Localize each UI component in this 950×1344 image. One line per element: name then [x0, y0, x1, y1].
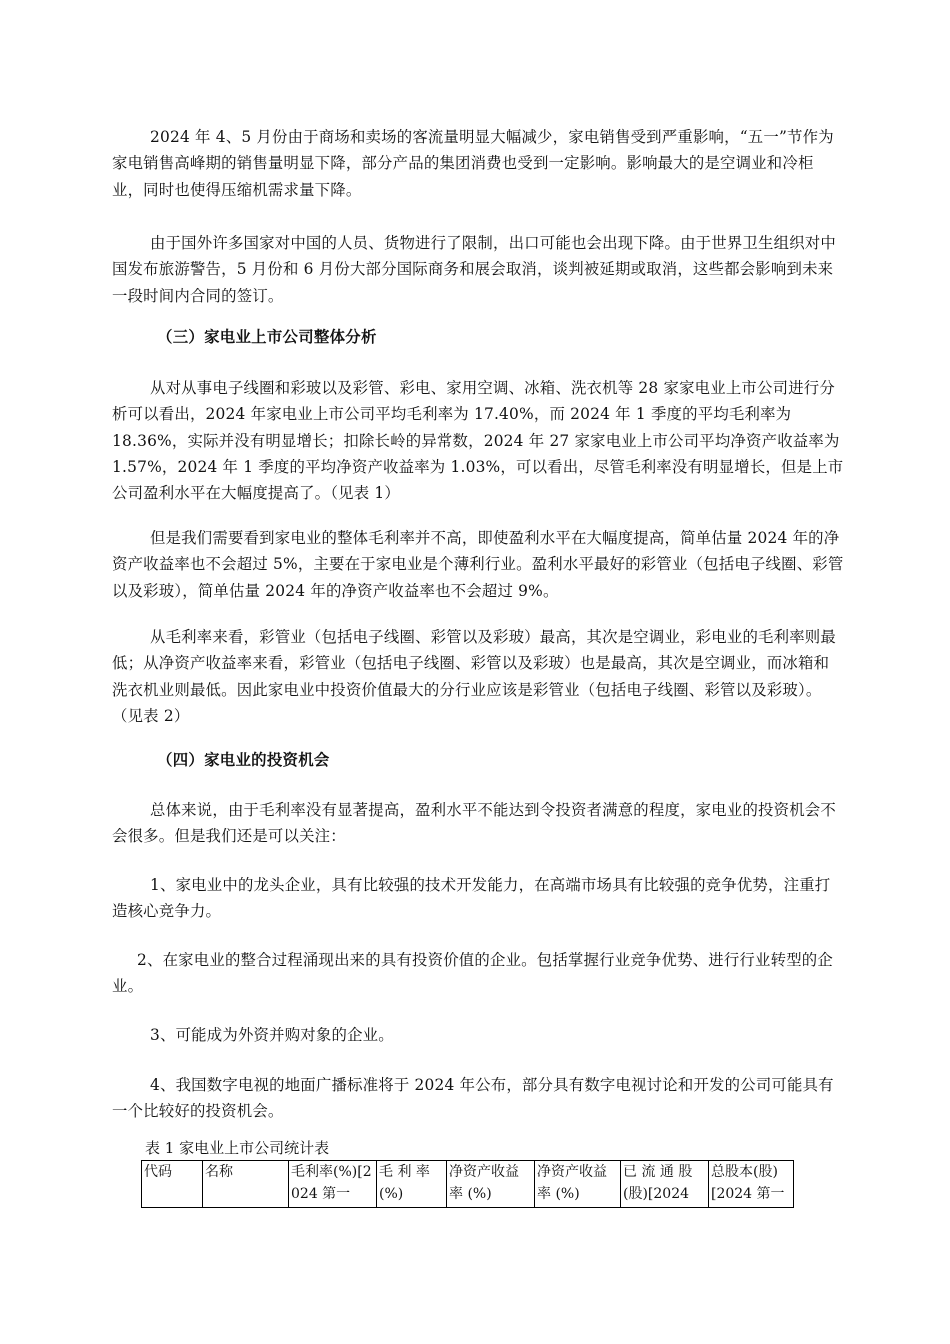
header-roe-2: 净资产收益率 (%) [535, 1161, 621, 1208]
paragraph-export-impact: 由于国外许多国家对中国的人员、货物进行了限制，出口可能也会出现下降。由于世界卫生组织对中国发布旅游警告，5 月份和 6 月份大部分国际商务和展会取消，谈判被延期或取消，这些都会影响到未来一段时间内合同的签订。 [112, 234, 836, 305]
header-float-shares: 已 流 通 股(股)[2024 [621, 1161, 709, 1208]
paragraph-sales-impact: 2024 年 4、5 月份由于商场和卖场的客流量明显大幅减少，家电销售受到严重影响，“五一”节作为家电销售高峰期的销售量明显下降，部分产品的集团消费也受到一定影响。影响最大的是空调业和冷柜业，同时也使得压缩机需求量下降。 [112, 128, 834, 199]
list-item-digital-tv: 4、我国数字电视的地面广播标准将于 2024 年公布，部分具有数字电视讨论和开发的公司可能具有一个比较好的投资机会。 [112, 1076, 834, 1121]
paragraph-listed-analysis: 从对从事电子线圈和彩玻以及彩管、彩电、家用空调、冰箱、洗衣机等 28 家家电业上市公司进行分析可以看出，2024 年家电业上市公司平均毛利率为 17.40%，而 2024 年 1 季度的平均毛利率为 18.36%，实际并没有明显增长；扣除长岭的异常数，2024 年 27 家家电业上市公司平均净资产收益率为 1.57%，2024 年 1 季度的平均净资产收益率为 1.03%，可以看出，尽管毛利率没有明显增长，但是上市公司盈利水平在大幅度提高了。（见表 1） [112, 379, 844, 503]
list-item-integration: 2、在家电业的整合过程涌现出来的具有投资价值的企业。包括掌握行业竞争优势、进行行业转型的企业。 [112, 951, 833, 996]
header-name: 名称 [203, 1161, 289, 1208]
header-total-shares: 总股本(股)[2024 第一 [709, 1161, 794, 1208]
header-code: 代码 [142, 1161, 203, 1208]
table-header-row [142, 1161, 794, 1208]
stats-table [141, 1160, 794, 1208]
paragraph-opportunity-intro: 总体来说，由于毛利率没有显著提高，盈利水平不能达到令投资者满意的程度，家电业的投资机会不会很多。但是我们还是可以关注： [112, 801, 836, 846]
list-item-leaders: 1、家电业中的龙头企业，具有比较强的技术开发能力，在高端市场具有比较强的竞争优势，注重打造核心竞争力。 [112, 876, 831, 921]
paragraph-subindustry-compare: 从毛利率来看，彩管业（包括电子线圈、彩管以及彩玻）最高，其次是空调业，彩电业的毛利率则最低；从净资产收益率来看，彩管业（包括电子线圈、彩管以及彩玻）也是最高，其次是空调业，而冰箱和洗衣机业则最低。因此家电业中投资价值最大的分行业应该是彩管业（包括电子线圈、彩管以及彩玻）。（见表 2） [112, 628, 836, 725]
header-gross-margin-q1: 毛利率(%)[2024 第一 [289, 1161, 377, 1208]
section-heading-4: （四）家电业的投资机会 [157, 751, 330, 769]
list-item-acquisition: 3、可能成为外资并购对象的企业。 [150, 1026, 394, 1044]
section-heading-3: （三）家电业上市公司整体分析 [157, 328, 377, 346]
header-roe-1: 净资产收益率 (%) [447, 1161, 535, 1208]
table-caption: 表 1 家电业上市公司统计表 [145, 1139, 330, 1157]
paragraph-margin-note: 但是我们需要看到家电业的整体毛利率并不高，即使盈利水平在大幅度提高，简单估量 2024 年的净资产收益率也不会超过 5%，主要在于家电业是个薄利行业。盈利水平最好的彩管业（包括电子线圈、彩管以及彩玻），简单估量 2024 年的净资产收益率也不会超过 9%。 [112, 529, 844, 600]
header-gross-margin: 毛 利 率(%) [377, 1161, 447, 1208]
